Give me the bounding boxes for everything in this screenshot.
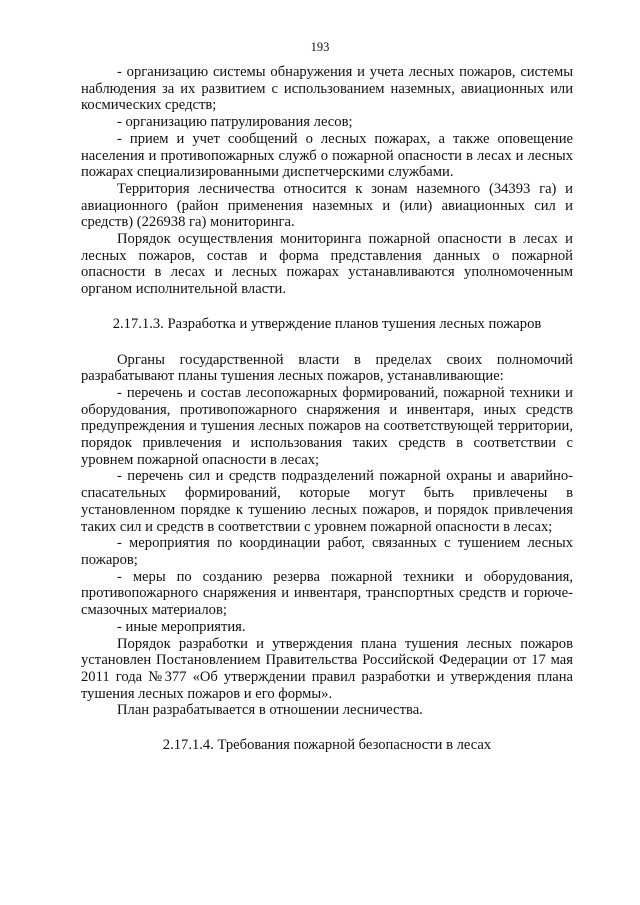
paragraph-other-measures: - иные мероприятия. [117, 618, 246, 635]
document-body [81, 64, 573, 754]
paragraph-monitoring-procedure: Порядок осуществления мониторинга пожарной опасности в лесах и лесных пожаров, состав и форма представления данных о пожарной опасности в лесах и лесных пожарах устанавливаются уполномоченным органом исполнительной власти. [81, 231, 573, 298]
paragraph-fire-detection: - организацию системы обнаружения и учета лесных пожаров, системы наблюдения за их развитием с использованием наземных, авиационных или космических средств; [81, 64, 573, 114]
section-heading-fire-safety: 2.17.1.4. Требования пожарной безопасности в лесах [162, 737, 492, 754]
paragraph-fire-reports: - прием и учет сообщений о лесных пожарах, а также оповещение населения и противопожарных служб о пожарной опасности в лесах и лесных пожарах специализированными диспетчерскими службами. [81, 130, 573, 181]
paragraph-coordination: - мероприятия по координации работ, связанных с тушением лесных пожаров; [81, 535, 573, 568]
paragraph-formations-list: - перечень и состав лесопожарных формирований, пожарной техники и оборудования, противопожарного снаряжения и инвентаря, иных средств предупреждения и тушения лесных пожаров на соответствующей территории, порядок привлечения и использования таких средств в соответствии с уровнем пожарной опасности в лесах; [81, 384, 573, 468]
section-heading-fire-plans: 2.17.1.3. Разработка и утверждение планов тушения лесных пожаров [112, 315, 542, 332]
paragraph-authorities: Органы государственной власти в пределах своих полномочий разрабатывают планы тушения лесных пожаров, устанавливающие: [81, 351, 573, 385]
paragraph-territory-zones: Территория лесничества относится к зонам наземного (34393 га) и авиационного (район применения наземных и (или) авиационных сил и средств) (226938 га) мониторинга. [81, 180, 573, 231]
paragraph-plan-procedure: Порядок разработки и утверждения плана тушения лесных пожаров установлен Постановлением Правительства Российской Федерации от 17 мая 2011 года №377 «Об утверждении правил разработки и утверждения плана тушения лесных пожаров и его формы». [81, 635, 573, 702]
paragraph-forces-list: - перечень сил и средств подразделений пожарной охраны и аварийно-спасательных формирований, которые могут быть привлечены в установленном порядке к тушению лесных пожаров, и порядок привлечения таких сил и средств в соответствии с уровнем пожарной опасности в лесах; [81, 468, 573, 535]
page-number: 193 [310, 40, 330, 54]
paragraph-plan-scope: План разрабатывается в отношении лесничества. [117, 702, 423, 719]
paragraph-reserve: - меры по созданию резерва пожарной техники и оборудования, противопожарного снаряжения и инвентаря, транспортных средств и горюче-смазочных материалов; [81, 568, 573, 619]
paragraph-patrolling: - организацию патрулирования лесов; [117, 114, 353, 131]
